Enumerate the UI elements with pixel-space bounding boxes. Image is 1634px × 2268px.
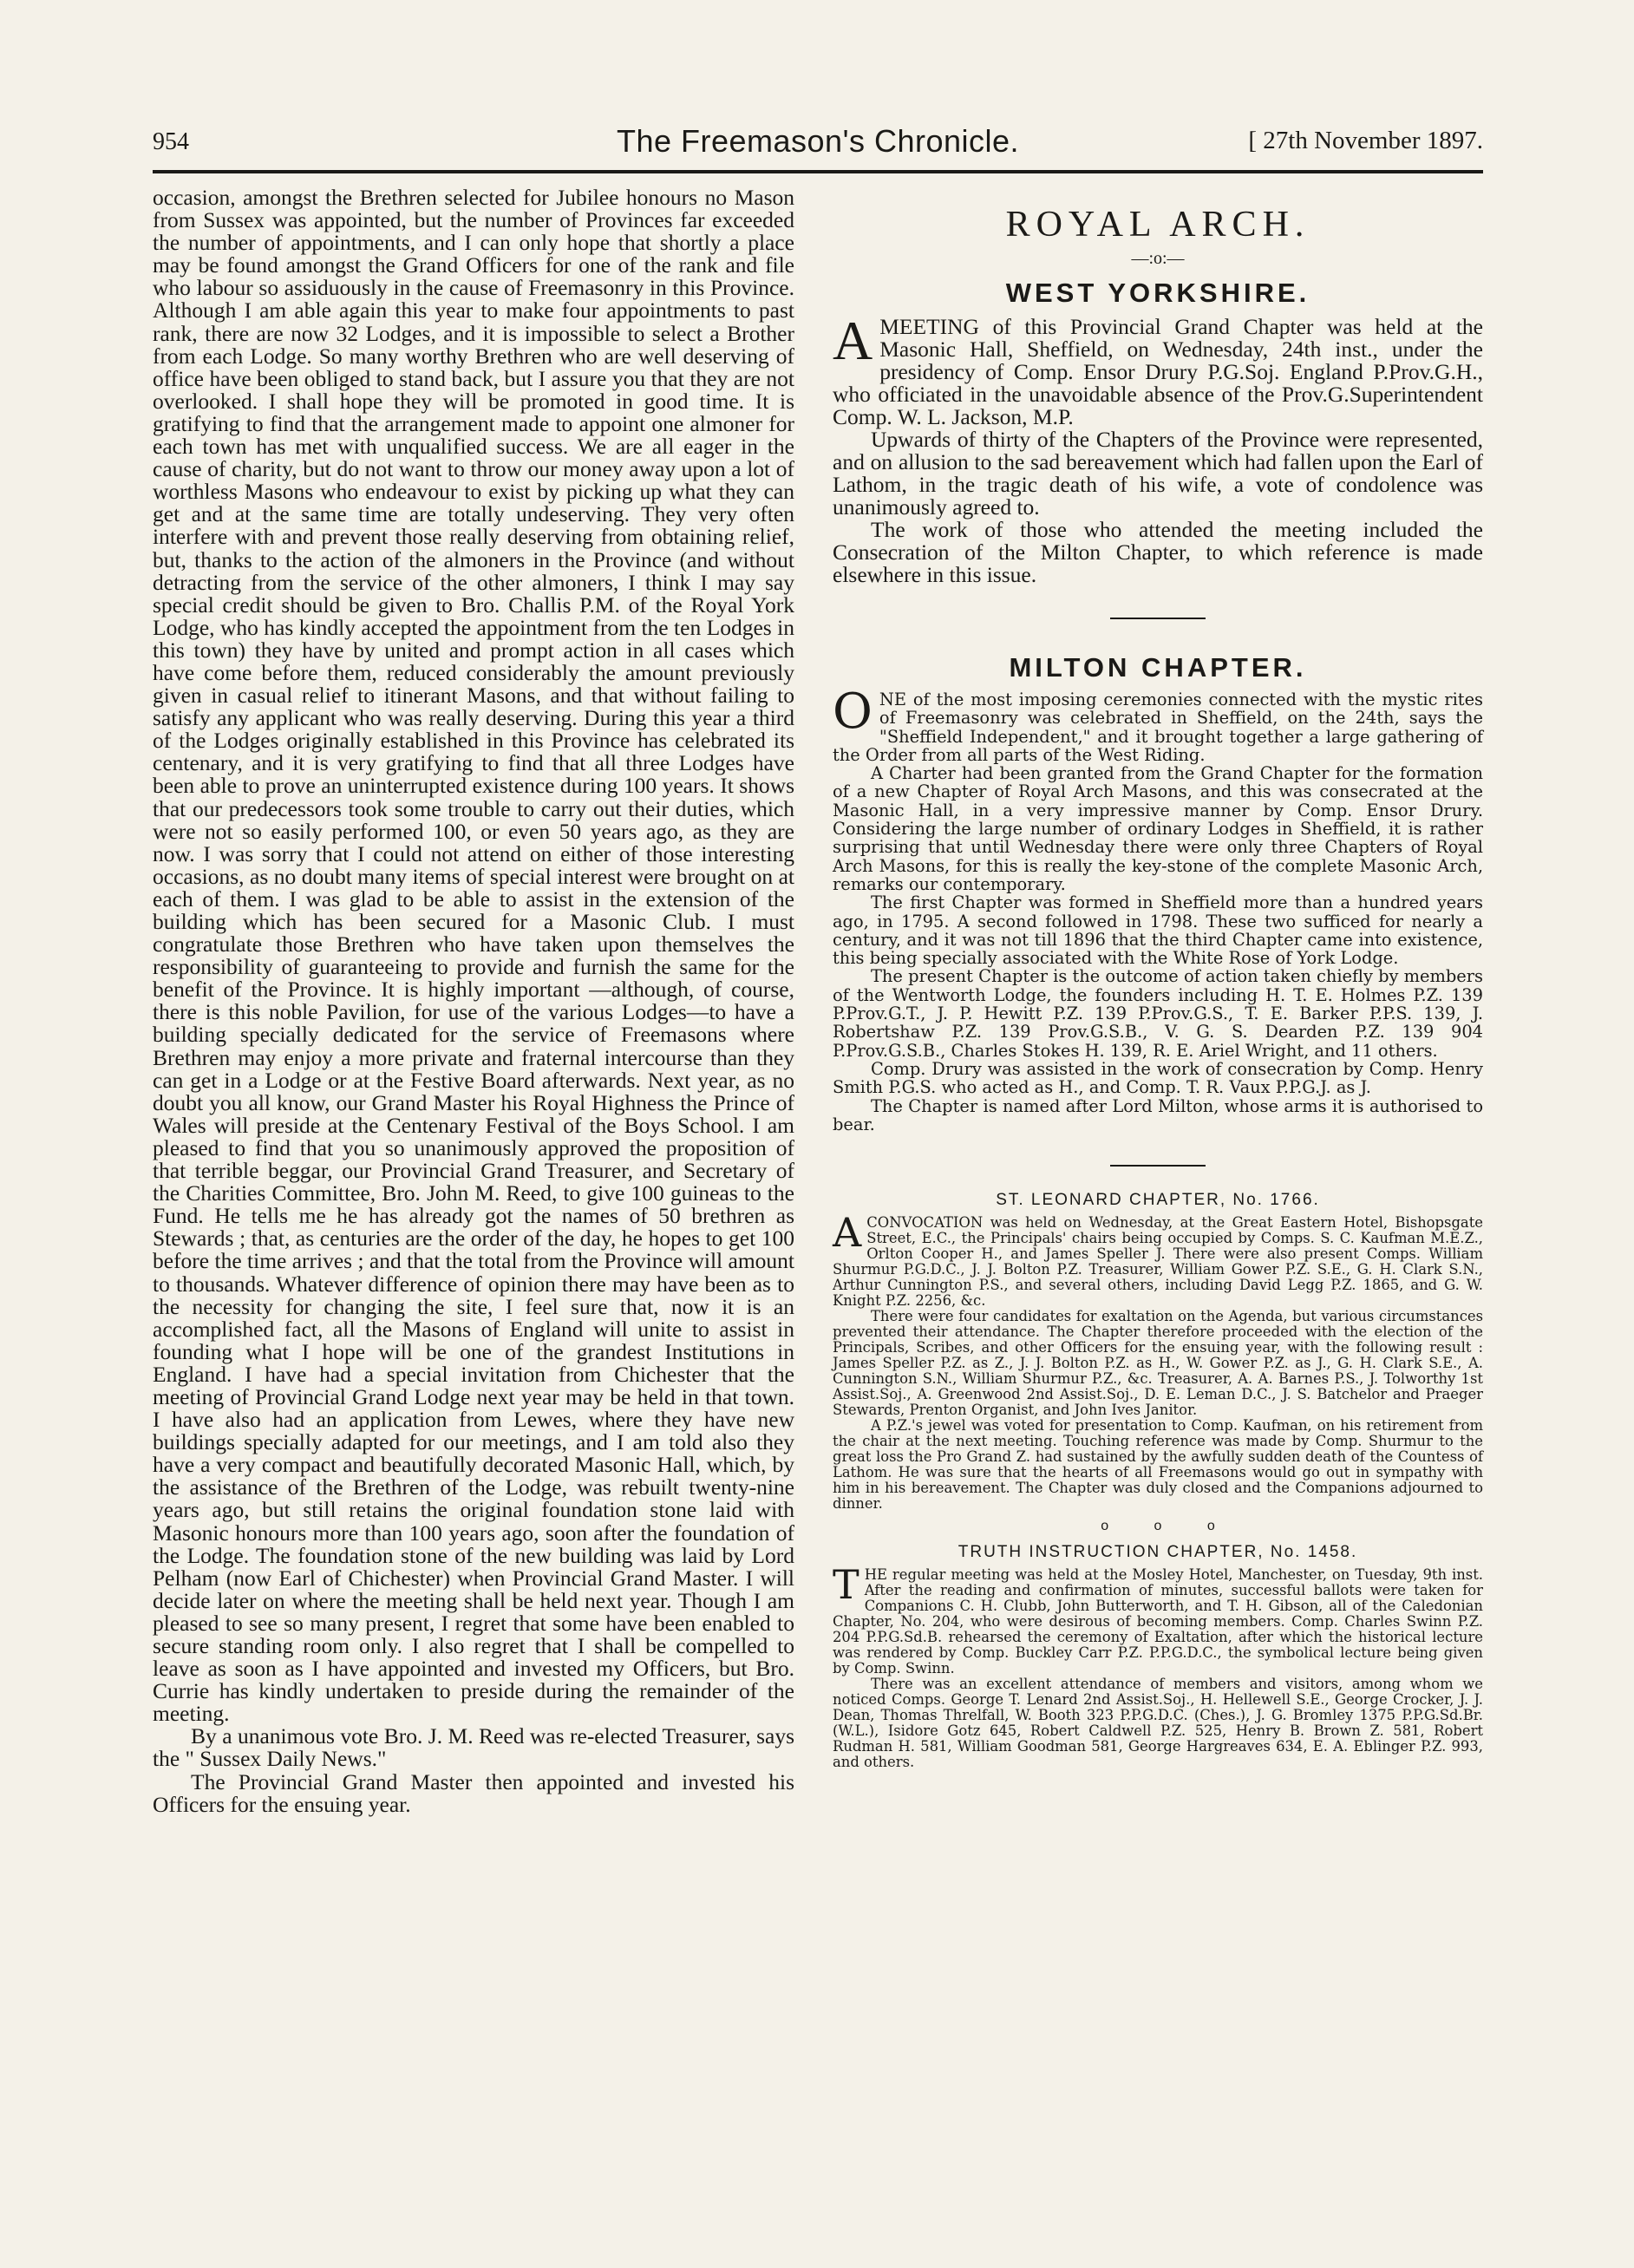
st-leonard-paragraph-3: A P.Z.'s jewel was voted for presentation to Comp. Kaufman, on his retirement from the chair at the next meeting. Touching reference was made by Comp. Shurmur to the great loss the Pro Grand Z. had sustained by the awfully sudden death of the Countess of Lathom. He was sure that the hearts of all Freemasons would go out in sympathy with him in his bereavement. The Chapter was duly closed and the Companions adjourned to dinner. — [833, 1417, 1483, 1513]
section-rule — [1110, 618, 1206, 619]
dropcap-a: A — [833, 310, 873, 371]
truth-paragraph-2: There was an excellent attendance of members and visitors, among whom we noticed Comps. George T. Lenard 2nd Assist.Soj., H. Hellewell S.E., George Crocker, J. J. Dean, Thomas Threlfall, W. Booth 323 P.P.G.D.C. (Ches.), J. G. Bromley 1375 P.P.G.Sd.Br. (W.L.), Isidore Gotz 645, Robert Caldwell P.Z. 525, Henry B. Brown Z. 581, Robert Rudman H. 581, William Goodman 581, George Hargreaves 634, E. A. Eblinger P.Z. 993, and others. — [833, 1676, 1483, 1771]
header-rule — [153, 170, 1483, 173]
west-yorkshire-paragraph-2: Upwards of thirty of the Chapters of the Province were represented, and on allusion to the sad bereavement which had fallen upon the Earl of Lathom, in the tragic death of his wife, a vote of condolence was unanimously agreed to. — [833, 427, 1483, 520]
publication-title: The Freemason's Chronicle. — [616, 123, 1020, 159]
left-paragraph-3: The Provincial Grand Master then appointed and invested his Officers for the ensuing year. — [153, 1768, 794, 1817]
page-header — [153, 123, 1483, 161]
milton-paragraph-1: ONE of the most imposing ceremonies connected with the mystic rites of Freemasonry was celebrated in Sheffield, on the 24th, says the "Sheffield Independent," and it brought together a large gathering of the Order from all parts of the West Riding. — [833, 683, 1483, 765]
truth-instruction-heading: TRUTH INSTRUCTION CHAPTER, No. 1458. — [958, 1543, 1358, 1562]
ornament-dots: o o o — [1101, 1519, 1215, 1534]
west-yorkshire-paragraph-1: AMEETING of this Provincial Grand Chapter was held at the Masonic Hall, Sheffield, on Wednesday, 24th inst., under the presidency of Comp. Ensor Drury P.G.Soj. England P.Prov.G.H., who officiated in the unavoidable absence of the Prov.G.Superintendent Comp. W. L. Jackson, M.P. — [833, 310, 1483, 429]
dropcap-a: A — [833, 1209, 862, 1257]
dropcap-o: O — [833, 683, 873, 740]
dropcap-t: T — [833, 1561, 859, 1609]
issue-date: [ 27th November 1897. — [1248, 127, 1483, 154]
st-leonard-paragraph-1: ACONVOCATION was held on Wednesday, at the Great Eastern Hotel, Bishopsgate Street, E.C., the Principals' chairs being occupied by Comps. S. C. Kaufman M.E.Z., Orlton Cooper H., and James Speller J. There were also present Comps. William Shurmur P.G.D.C., J. J. Bolton P.Z. Treasurer, William Gower P.Z. S.E., G. H. Clark S.N., Arthur Cunnington P.S., and several others, including David Legg P.Z. 1865, and G. W. Knight P.Z. 2256, &c. — [833, 1209, 1483, 1310]
milton-paragraph-2: A Charter had been granted from the Grand Chapter for the formation of a new Chapter of Royal Arch Masons, and this was consecrated at the Masonic Hall, in a very impressive manner by Comp. Ensor Drury. Considering the large number of ordinary Lodges in Sheffield, it is rather surprising that until Wednesday there were only three Chapters of Royal Arch Masons, for this is really the key-stone of the complete Masonic Arch, remarks our contemporary. — [833, 763, 1483, 894]
west-yorkshire-paragraph-3: The work of those who attended the meeting included the Consecration of the Milton Chapter, to which reference is made elsewhere in this issue. — [833, 517, 1483, 587]
milton-paragraph-5: Comp. Drury was assisted in the work of consecration by Comp. Henry Smith P.G.S. who acted as H., and Comp. T. R. Vaux P.P.G.J. as J. — [833, 1058, 1483, 1098]
left-paragraph-1: occasion, amongst the Brethren selected for Jubilee honours no Mason from Sussex was appointed, but the number of Provinces far exceeded the number of appointments, and I can only hope that shortly a place may be found amongst the Grand Officers for one of the rank and file who labour so assiduously in the cause of Freemasonry in this Province. Although I am able again this year to make four appointments to past rank, there are now 32 Lodges, and it is impossible to select a Brother from each Lodge. So many worthy Brethren who are well deserving of office have been obliged to stand back, but I assure you that they are not overlooked. I shall hope they will be promoted in good time. It is gratifying to find that the arrangement made to appoint one almoner for each town has met with unqualified success. We are all eager in the cause of charity, but do not want to throw our money away upon a lot of worthless Masons who endeavour to exist by picking up what they can get and at the same time are totally undeserving. They very often interfere with and prevent those really deserving from obtaining relief, but, thanks to the action of the almoners in the Province (and without detracting from the service of the other almoners, I think I may say special credit should be given to Bro. Challis P.M. of the Royal York Lodge, who has kindly accepted the appointment from the ten Lodges in this town) they have by united and prompt action in all cases which have come before them, reduced considerably the amount previously given in casual relief to itinerant Masons, and that without failing to satisfy any applicant who was really deserving. During this year a third of the Lodges originally established in this Province has celebrated its centenary, and it is very gratifying to find that all three Lodges have been able to prove an uninterrupted existence during 100 years. It shows that our predecessors took some trouble to carry out their duties, which were not so easily performed 100, or even 50 years ago, as they are now. I was sorry that I could not attend on either of those interesting occasions, as no doubt many items of special interest were brought on at each of them. I was glad to be able to assist in the extension of the building which has been secured for a Masonic Club. I must congratulate those Brethren who have taken upon themselves the responsibility of guaranteeing to provide and furnish the same for the benefit of the Province. It is highly important —although, of course, there is this noble Pavilion, for use of the various Lodges—to have a building specially dedicated for the service of Freemasons where Brethren may enjoy a more private and fraternal intercourse than they can get in a Lodge or at the Festive Board afterwards. Next year, as no doubt you all know, our Grand Master his Royal Highness the Prince of Wales will preside at the Centenary Festival of the Boys School. I am pleased to find that you so unanimously approved the proposition of that terrible beggar, our Provincial Grand Treasurer, and Secretary of the Charities Committee, Bro. John M. Reed, to give 100 guineas to the Fund. He tells me he has already got the names of 50 brethren as Stewards ; that, as centuries are the order of the day, he hopes to get 100 before the time arrives ; and that the total from the Province will amount to thousands. Whatever difference of opinion there may have been as to the necessity for changing the site, I feel sure that, now it is an accomplished fact, all the Masons of England will unite to assist in founding what I hope will be one of the grandest Institutions in England. I have had a special invitation from Chichester that the meeting of Provincial Grand Lodge next year may be held in that town. I have also had an application from Lewes, where they have new buildings specially adapted for our meetings, and I am told also they have a very compact and beautifully decorated Masonic Hall, which, by the assistance of the Brethren of the Lodge, was rebuilt twenty-nine years ago, but still retains the original foundation stone laid with Masonic honours more than 100 years ago, soon after the foundation of the Lodge. The foundation stone of the new building was laid by Lord Pelham (now Earl of Chichester) when Provincial Grand Master. I will decide later on where the meeting shall be held next year. Though I am pleased to see so many present, I regret that some have been enabled to secure standing room only. I also regret that I shall be compelled to leave as soon as I have appointed and invested my Officers, but Bro. Currie has kindly undertaken to preside during the remainder of the meeting. — [153, 185, 794, 1727]
milton-paragraph-4: The present Chapter is the outcome of action taken chiefly by members of the Wentworth Lodge, the founders including H. T. E. Holmes P.Z. 139 P.Prov.G.T., J. P. Hewitt P.Z. 139 P.Prov.G.S., T. E. Barker P.P.S. 139, J. Robertshaw P.Z. 139 Prov.G.S.B., V. G. S. Dearden P.Z. 139 904 P.Prov.G.S.B., Charles Stokes H. 139, R. E. Ariel Wright, and 11 others. — [833, 966, 1483, 1061]
left-paragraph-2: By a unanimous vote Bro. J. M. Reed was re-elected Treasurer, says the " Sussex Daily News." — [153, 1723, 794, 1772]
milton-chapter-heading: MILTON CHAPTER. — [1009, 652, 1307, 683]
royal-arch-heading: ROYAL ARCH. — [1005, 205, 1310, 245]
page-number: 954 — [153, 128, 189, 155]
west-yorkshire-heading: WEST YORKSHIRE. — [1005, 278, 1310, 308]
section-rule — [1110, 1165, 1206, 1167]
left-column — [153, 186, 794, 1816]
truth-paragraph-1: THE regular meeting was held at the Mosley Hotel, Manchester, on Tuesday, 9th inst. After the reading and confirmation of minutes, successful ballots were taken for Companions C. H. Clubb, John Butterworth, and T. H. Gibson, all of the Caledonian Chapter, No. 204, who were desirous of becoming members. Comp. Charles Swinn P.Z. 204 P.P.G.Sd.B. rehearsed the ceremony of Exaltation, after which the historical lecture was rendered by Comp. Buckley Carr P.Z. P.P.G.D.C., the symbolical lecture being given by Comp. Swinn. — [833, 1561, 1483, 1677]
section-separator: —:o:— — [1131, 249, 1185, 268]
st-leonard-paragraph-2: There were four candidates for exaltation on the Agenda, but various circumstances prevented their attendance. The Chapter therefore proceeded with the election of the Principals, Scribes, and other Officers for the ensuing year, with the following result : James Speller P.Z. as Z., J. J. Bolton P.Z. as H., W. Gower P.Z. as J., G. H. Clark S.E., A. Cunnington S.N., William Shurmur P.Z., &c. Treasurer, A. A. Barnes P.S., J. Tolworthy 1st Assist.Soj., A. Greenwood 2nd Assist.Soj., D. E. Leman D.C., J. S. Batchelor and Praeger Stewards, Prenton Organist, and John Ives Janitor. — [833, 1308, 1483, 1419]
st-leonard-heading: ST. LEONARD CHAPTER, No. 1766. — [996, 1191, 1320, 1210]
right-column — [833, 186, 1483, 1770]
milton-paragraph-3: The first Chapter was formed in Sheffield more than a hundred years ago, in 1795. A second followed in 1798. These two sufficed for nearly a century, and it was not till 1896 that the third Chapter came into existence, this being specially associated with the White Rose of York Lodge. — [833, 892, 1483, 969]
milton-paragraph-6: The Chapter is named after Lord Milton, whose arms it is authorised to bear. — [833, 1095, 1483, 1134]
